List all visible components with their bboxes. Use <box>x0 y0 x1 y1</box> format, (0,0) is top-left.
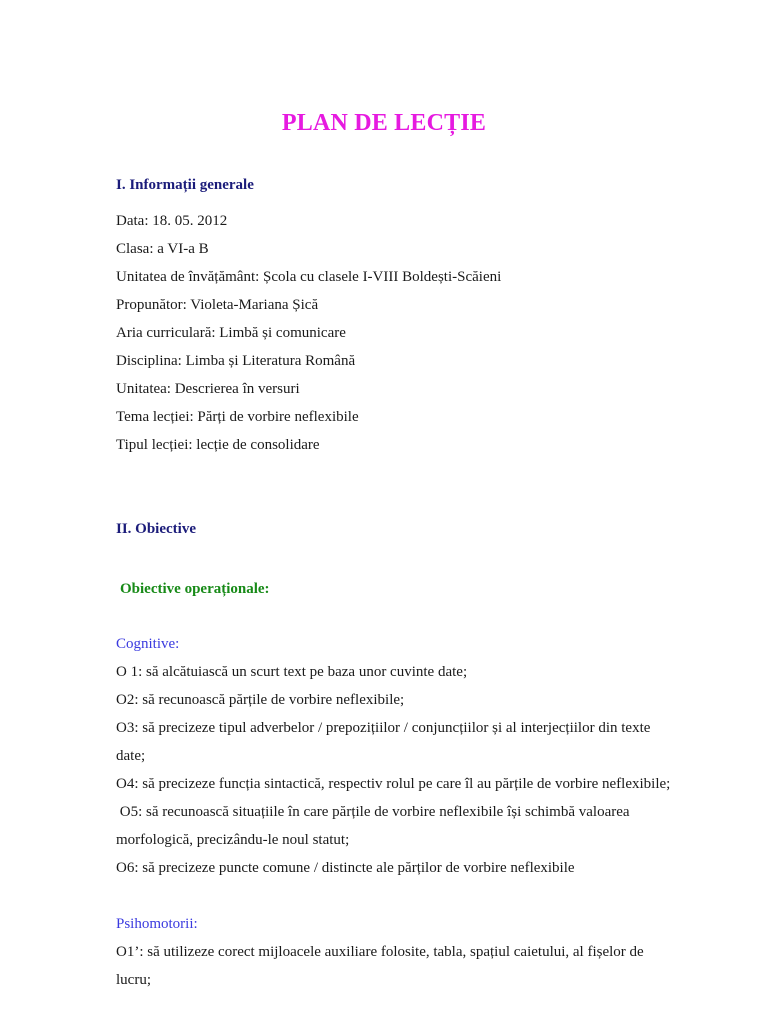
info-line-school: Unitatea de învățământ: Școla cu clasele I-VIII Boldești-Scăieni <box>116 269 502 285</box>
info-line-discipline: Disciplina: Limba și Literatura Română <box>116 353 356 369</box>
info-line-class: Clasa: a VI-a B <box>116 241 209 257</box>
section-heading-objectives: II. Obiective <box>116 521 196 537</box>
category-heading-cognitive: Cognitive: <box>116 636 180 652</box>
info-line-curricular-area: Aria curriculară: Limbă și comunicare <box>116 325 346 341</box>
objective-line: O6: să precizeze puncte comune / distincte ale părților de vorbire neflexibile <box>116 860 575 876</box>
info-line-date: Data: 18. 05. 2012 <box>116 213 228 229</box>
objective-line: lucru; <box>116 972 151 988</box>
objective-line: O1’: să utilizeze corect mijloacele auxiliare folosite, tabla, spațiul caietului, al fișelor de <box>116 944 644 960</box>
objective-line: morfologică, precizându-le noul statut; <box>116 832 350 848</box>
objective-line: date; <box>116 748 146 764</box>
objective-line: O3: să precizeze tipul adverbelor / prepozițiilor / conjuncțiilor și al interjecțiilor din texte <box>116 720 651 736</box>
subheading-operational-objectives: Obiective operaționale: <box>120 581 270 597</box>
info-line-unit: Unitatea: Descrierea în versuri <box>116 381 300 397</box>
info-line-lesson-topic: Tema lecției: Părți de vorbire neflexibile <box>116 409 359 425</box>
info-line-proposer: Propunător: Violeta-Mariana Șică <box>116 297 319 313</box>
section-heading-general-info: I. Informații generale <box>116 177 254 193</box>
objective-line: O5: să recunoască situațiile în care părțile de vorbire neflexibile își schimbă valoarea <box>116 804 630 820</box>
category-heading-psychomotor: Psihomotorii: <box>116 916 198 932</box>
objective-line: O2: să recunoască părțile de vorbire neflexibile; <box>116 692 405 708</box>
objective-line: O4: să precizeze funcția sintactică, respectiv rolul pe care îl au părțile de vorbire neflexibile; <box>116 776 671 792</box>
objective-line: O 1: să alcătuiască un scurt text pe baza unor cuvinte date; <box>116 664 468 680</box>
info-line-lesson-type: Tipul lecției: lecție de consolidare <box>116 437 320 453</box>
document-title: PLAN DE LECȚIE <box>281 110 487 136</box>
